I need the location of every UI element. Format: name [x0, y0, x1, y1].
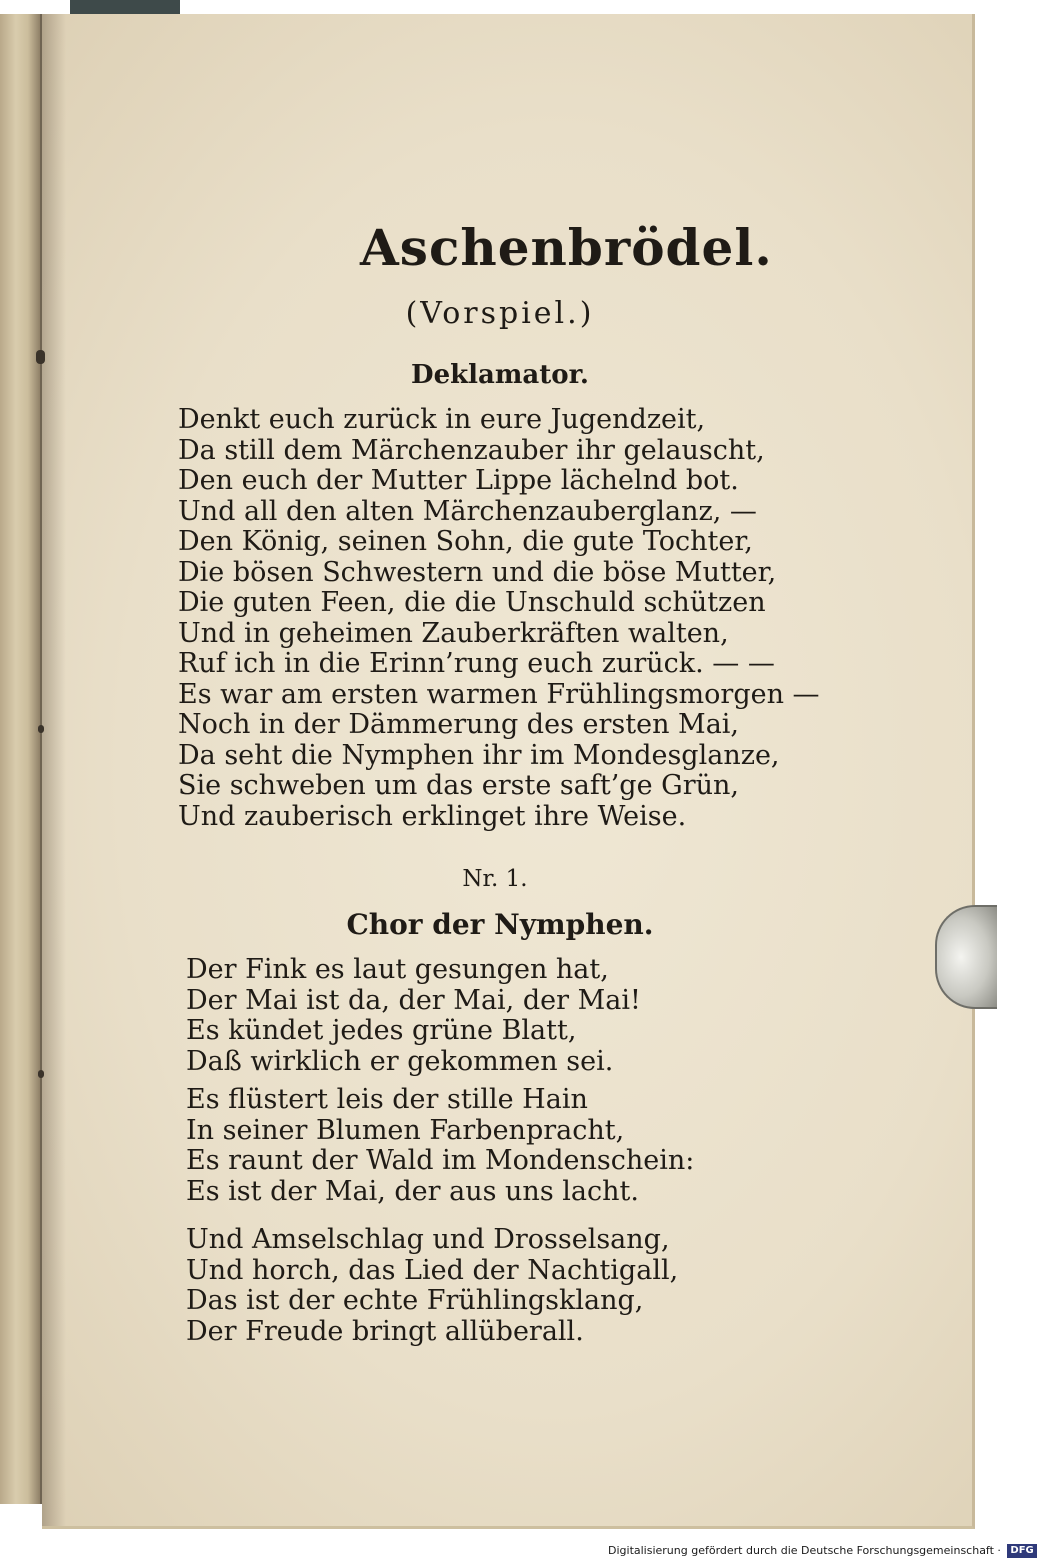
stanza: [186, 955, 641, 1077]
stanza: [186, 1225, 678, 1347]
section-number: Nr. 1.: [462, 866, 528, 892]
verse-line: Daß wirklich er gekommen sei.: [186, 1045, 614, 1077]
verse-line: Und horch, das Lied der Nachtigall,: [186, 1254, 679, 1286]
subtitle: (Vorspiel.): [405, 296, 595, 331]
dfg-logo: DFG: [1007, 1544, 1036, 1558]
speaker-heading: Deklamator.: [411, 360, 589, 390]
chorus-heading: Chor der Nymphen.: [346, 908, 654, 941]
verse-line: Denkt euch zurück in eure Jugendzeit,: [178, 404, 706, 435]
verse-line: Es war am ersten warmen Frühlingsmorgen —: [178, 678, 820, 710]
declamation-verse: [178, 405, 820, 832]
verse-line: Es raunt der Wald im Mondenschein:: [186, 1145, 695, 1176]
verse-line: Der Freude bringt allüberall.: [186, 1315, 584, 1347]
verse-line: Ruf ich in die Erinn’rung euch zurück. — —: [178, 648, 775, 679]
verse-line: Der Fink es laut gesungen hat,: [186, 954, 609, 985]
verse-line: Den König, seinen Sohn, die gute Tochter,: [178, 526, 753, 557]
verse-line: Es kündet jedes grüne Blatt,: [186, 1015, 577, 1046]
verse-line: Da still dem Märchenzauber ihr gelauscht,: [178, 434, 765, 466]
verse-line: Und zauberisch erklinget ihre Weise.: [178, 800, 687, 832]
verse-line: Und Amselschlag und Drosselsang,: [186, 1224, 670, 1255]
verse-line: Und in geheimen Zauberkräften walten,: [178, 617, 729, 649]
verse-line: Die bösen Schwestern und die böse Mutter,: [178, 556, 777, 588]
verse-line: Da seht die Nymphen ihr im Mondesglanze,: [178, 739, 780, 771]
footer-text: Digitalisierung gefördert durch die Deutsche Forschungsgemeinschaft ·: [608, 1544, 1001, 1557]
page-title: Aschenbrödel.: [360, 218, 773, 277]
verse-line: Es flüstert leis der stille Hain: [186, 1084, 588, 1115]
verse-line: Den euch der Mutter Lippe lächelnd bot.: [178, 465, 739, 496]
verse-line: Die guten Feen, die die Unschuld schützen: [178, 587, 766, 618]
verse-line: Es ist der Mai, der aus uns lacht.: [186, 1175, 639, 1207]
verse-line: Das ist der echte Frühlingsklang,: [186, 1285, 644, 1316]
verse-line: In seiner Blumen Farbenpracht,: [186, 1114, 625, 1146]
stanza: [186, 1085, 694, 1207]
verse-line: Noch in der Dämmerung des ersten Mai,: [178, 709, 740, 740]
verse-line: Sie schweben um das erste saft’ge Grün,: [178, 770, 739, 801]
verse-line: Und all den alten Märchenzauberglanz, —: [178, 495, 757, 527]
verse-line: Der Mai ist da, der Mai, der Mai!: [186, 984, 641, 1016]
digitization-footer: [608, 1544, 1034, 1562]
